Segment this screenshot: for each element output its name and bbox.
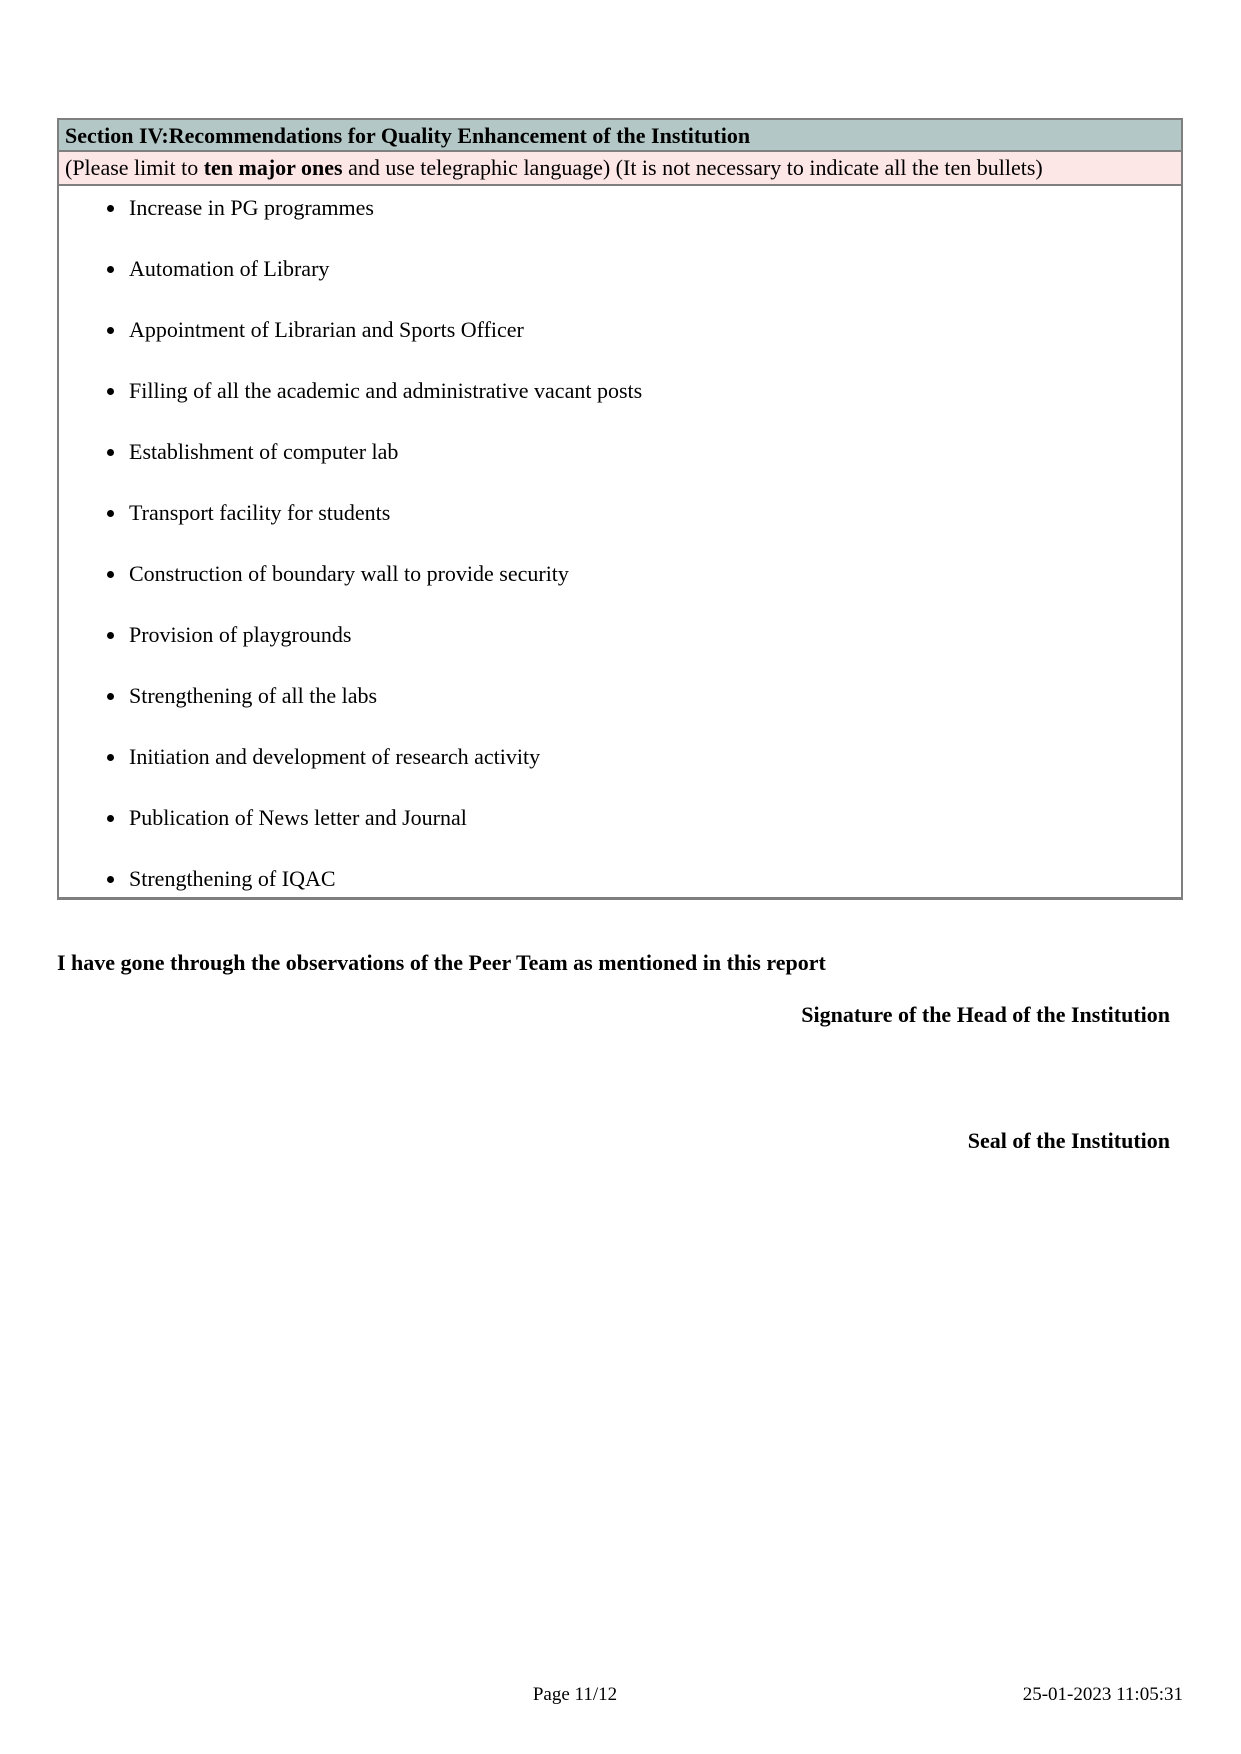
list-item: • Establishment of computer lab	[127, 438, 1181, 466]
section-note-prefix: (Please limit to	[65, 155, 204, 180]
list-item: • Automation of Library	[127, 255, 1181, 283]
footer-page-number: Page 11/12	[532, 1684, 618, 1705]
list-item: • Appointment of Librarian and Sports Officer	[127, 316, 1181, 344]
list-item: • Increase in PG programmes	[127, 194, 1181, 222]
list-item: • Publication of News letter and Journal	[127, 804, 1181, 832]
section-note-bold: ten major ones	[203, 155, 343, 180]
signature-label: Signature of the Head of the Institution	[801, 1002, 1170, 1027]
section-note	[59, 152, 1181, 186]
section-iv-table	[57, 118, 1183, 900]
list-item: • Transport facility for students	[127, 499, 1181, 527]
list-item: • Provision of playgrounds	[127, 621, 1181, 649]
recommendations-body	[59, 186, 1181, 897]
section-header: Section IV:Recommendations for Quality Enhancement of the Institution	[59, 120, 1181, 152]
peer-team-statement: I have gone through the observations of the Peer Team as mentioned in this report	[57, 950, 826, 975]
list-item: • Initiation and development of research activity	[127, 743, 1181, 771]
list-item: • Strengthening of all the labs	[127, 682, 1181, 710]
list-item: • Strengthening of IQAC	[127, 865, 1181, 893]
section-note-suffix: and use telegraphic language) (It is not necessary to indicate all the ten bullets)	[342, 155, 1043, 180]
footer-timestamp: 25-01-2023 11:05:31	[1022, 1684, 1183, 1705]
list-item: • Filling of all the academic and administrative vacant posts	[127, 377, 1181, 405]
seal-label: Seal of the Institution	[967, 1128, 1170, 1153]
recommendations-list	[59, 194, 1181, 893]
list-item: • Construction of boundary wall to provide security	[127, 560, 1181, 588]
